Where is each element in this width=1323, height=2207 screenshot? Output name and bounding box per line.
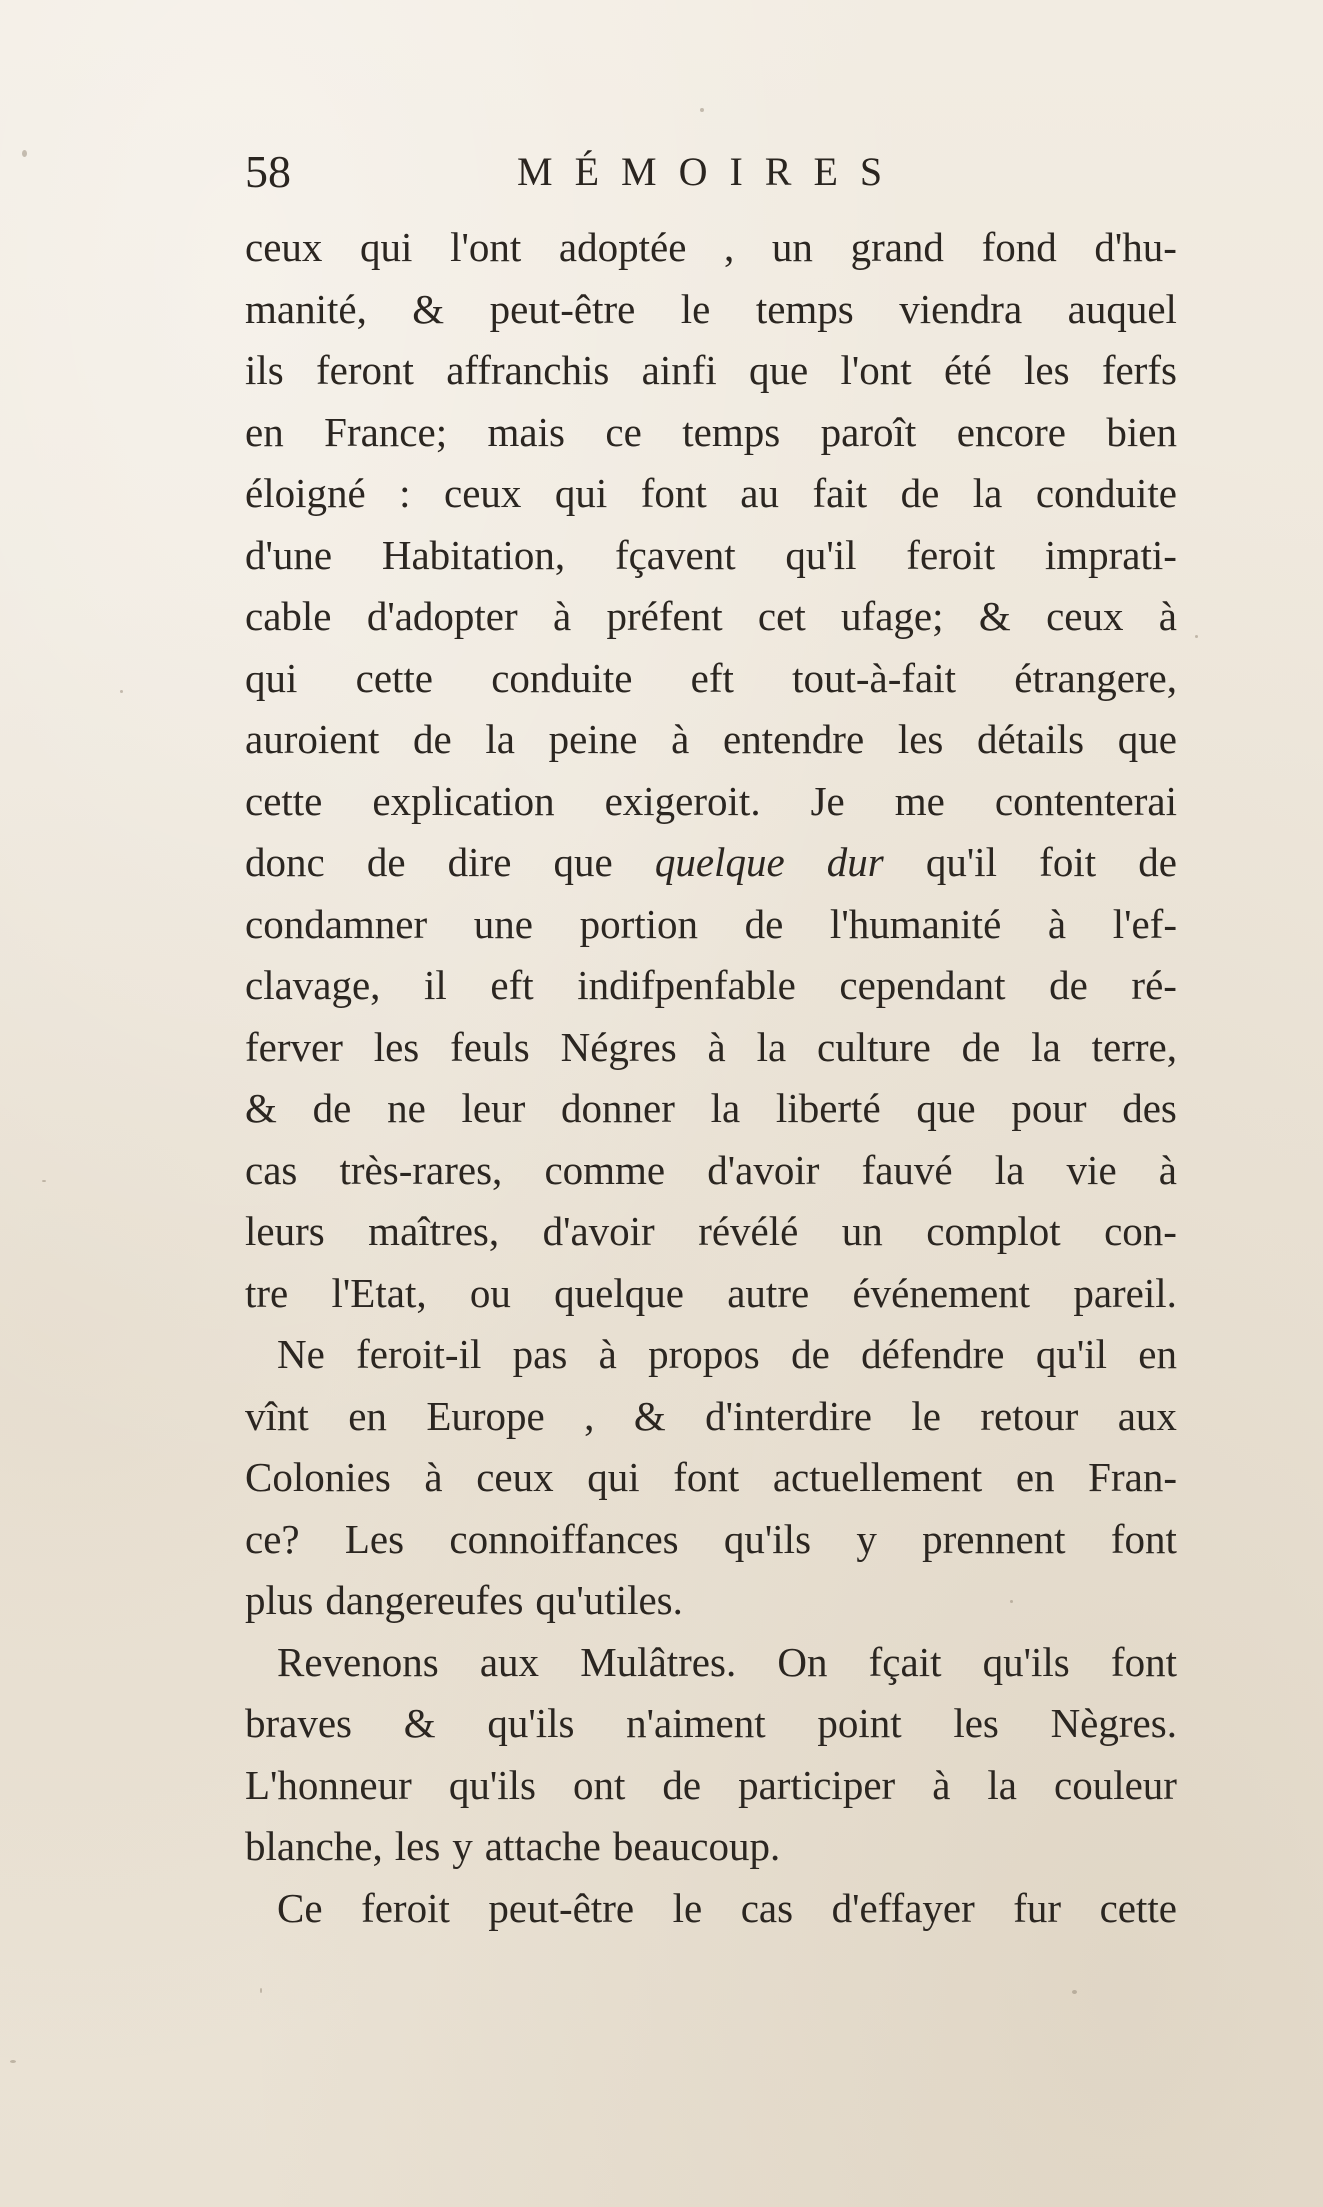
- text-line: ils feront affranchis ainfi que l'ont été les ferfs: [245, 347, 1177, 393]
- paper-speck: [22, 150, 27, 157]
- text-line: clavage, il eft indifpenfable cependant de ré-: [245, 962, 1177, 1008]
- text-line: éloigné : ceux qui font au fait de la conduite: [245, 470, 1177, 516]
- text-line: en France; mais ce temps paroît encore bien: [245, 408, 1177, 455]
- paper-speck: [10, 2060, 16, 2063]
- text-line: auroient de la peine à entendre les détails que: [245, 716, 1177, 762]
- paper-speck: [120, 690, 123, 693]
- paper-speck: [1195, 635, 1198, 638]
- text-line: cette explication exigeroit. Je me contenterai: [245, 777, 1177, 824]
- text-line: cas très-rares, comme d'avoir fauvé la vie à: [245, 1146, 1177, 1193]
- text-line: Ne feroit-il pas à propos de défendre qu'il en: [277, 1331, 1177, 1377]
- text-line: donc de dire que quelque dur qu'il foit de: [245, 839, 1177, 885]
- text-line: Colonies à ceux qui font actuellement en Fran-: [245, 1454, 1177, 1500]
- text-line: condamner une portion de l'humanité à l'ef-: [245, 900, 1177, 947]
- text-line: Ce feroit peut-être le cas d'effayer fur cette: [277, 1884, 1177, 1931]
- body-text: [245, 217, 1177, 1939]
- text-line: cable d'adopter à préfent cet ufage; & ceux à: [245, 593, 1177, 639]
- text-line: leurs maîtres, d'avoir révélé un complot con-: [245, 1208, 1177, 1254]
- text-line: qui cette conduite eft tout-à-fait étrangere,: [245, 654, 1177, 701]
- text-line: ce? Les connoiffances qu'ils y prennent font: [245, 1515, 1177, 1562]
- text-line: & de ne leur donner la liberté que pour des: [245, 1085, 1177, 1131]
- text-line: Revenons aux Mulâtres. On fçait qu'ils font: [277, 1638, 1177, 1685]
- paper-speck: [1072, 1990, 1077, 1994]
- paper-speck: [260, 1988, 262, 1993]
- text-line: plus dangereufes qu'utiles.: [245, 1577, 683, 1623]
- paper-speck: [700, 108, 704, 112]
- text-line: ferver les feuls Négres à la culture de la terre,: [245, 1023, 1177, 1070]
- text-line: blanche, les y attache beaucoup.: [245, 1823, 781, 1869]
- text-line: vînt en Europe , & d'interdire le retour aux: [245, 1392, 1177, 1439]
- text-line: tre l'Etat, ou quelque autre événement pareil.: [245, 1269, 1177, 1316]
- text-line: ceux qui l'ont adoptée , un grand fond d'hu-: [245, 224, 1177, 270]
- running-head: MÉMOIRES: [517, 149, 905, 194]
- text-line: d'une Habitation, fçavent qu'il feroit imprati-: [245, 531, 1177, 578]
- paper-speck: [42, 1180, 46, 1182]
- text-line: L'honneur qu'ils ont de participer à la couleur: [245, 1761, 1177, 1808]
- page-number: 58: [245, 146, 291, 197]
- text-line: manité, & peut-être le temps viendra auquel: [245, 285, 1177, 332]
- page-header: [245, 142, 925, 202]
- text-line: braves & qu'ils n'aiment point les Nègres.: [245, 1700, 1177, 1746]
